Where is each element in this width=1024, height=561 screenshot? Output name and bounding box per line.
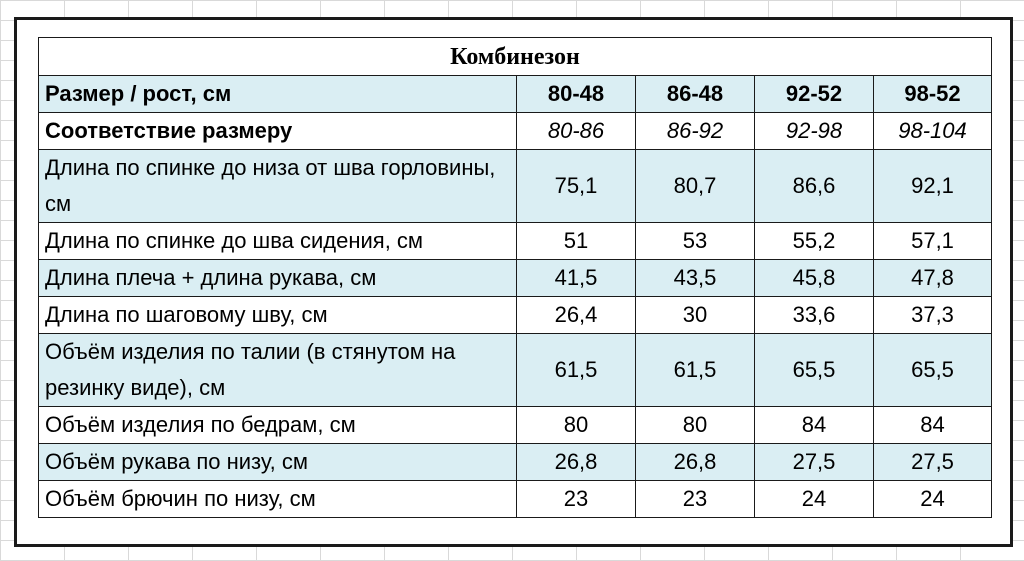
row-cell: 24: [755, 481, 874, 518]
row-cell: 27,5: [755, 444, 874, 481]
row-cell: 86,6: [755, 150, 874, 223]
correspondence-label: Соответствие размеру: [39, 113, 517, 150]
correspondence-cell: 86-92: [636, 113, 755, 150]
row-label: Длина плеча + длина рукава, см: [39, 260, 517, 297]
row-label: Объём изделия по бедрам, см: [39, 407, 517, 444]
row-cell: 45,8: [755, 260, 874, 297]
row-cell: 26,4: [517, 297, 636, 334]
row-label: Объём рукава по низу, см: [39, 444, 517, 481]
row-cell: 92,1: [874, 150, 992, 223]
row-cell: 65,5: [755, 334, 874, 407]
correspondence-cell: 92-98: [755, 113, 874, 150]
table-row: [39, 334, 992, 407]
row-cell: 61,5: [636, 334, 755, 407]
row-cell: 43,5: [636, 260, 755, 297]
row-cell: 80: [517, 407, 636, 444]
row-cell: 65,5: [874, 334, 992, 407]
row-cell: 75,1: [517, 150, 636, 223]
row-label: Объём брючин по низу, см: [39, 481, 517, 518]
correspondence-cell: 98-104: [874, 113, 992, 150]
table-title: Комбинезон: [39, 38, 992, 76]
row-cell: 27,5: [874, 444, 992, 481]
table-row: [39, 481, 992, 518]
table-row: [39, 297, 992, 334]
table-row: [39, 407, 992, 444]
row-cell: 53: [636, 223, 755, 260]
row-label: Длина по шаговому шву, см: [39, 297, 517, 334]
table-row: [39, 444, 992, 481]
row-label: Длина по спинке до низа от шва горловины, см: [39, 150, 517, 223]
row-cell: 26,8: [517, 444, 636, 481]
table-row: [39, 260, 992, 297]
row-cell: 37,3: [874, 297, 992, 334]
header-label: Размер / рост, см: [39, 76, 517, 113]
row-cell: 80: [636, 407, 755, 444]
header-row: [39, 76, 992, 113]
header-cell: 98-52: [874, 76, 992, 113]
row-cell: 26,8: [636, 444, 755, 481]
row-cell: 23: [517, 481, 636, 518]
header-cell: 86-48: [636, 76, 755, 113]
row-cell: 24: [874, 481, 992, 518]
table-row: [39, 150, 992, 223]
header-cell: 92-52: [755, 76, 874, 113]
row-label: Объём изделия по талии (в стянутом на резинку виде), см: [39, 334, 517, 407]
correspondence-row: [39, 113, 992, 150]
table-row: [39, 223, 992, 260]
row-cell: 23: [636, 481, 755, 518]
row-cell: 41,5: [517, 260, 636, 297]
row-cell: 47,8: [874, 260, 992, 297]
size-table: [38, 37, 992, 518]
row-cell: 30: [636, 297, 755, 334]
correspondence-cell: 80-86: [517, 113, 636, 150]
row-cell: 61,5: [517, 334, 636, 407]
row-cell: 84: [874, 407, 992, 444]
row-cell: 51: [517, 223, 636, 260]
row-cell: 55,2: [755, 223, 874, 260]
header-cell: 80-48: [517, 76, 636, 113]
row-cell: 80,7: [636, 150, 755, 223]
row-cell: 33,6: [755, 297, 874, 334]
row-cell: 84: [755, 407, 874, 444]
row-cell: 57,1: [874, 223, 992, 260]
row-label: Длина по спинке до шва сидения, см: [39, 223, 517, 260]
